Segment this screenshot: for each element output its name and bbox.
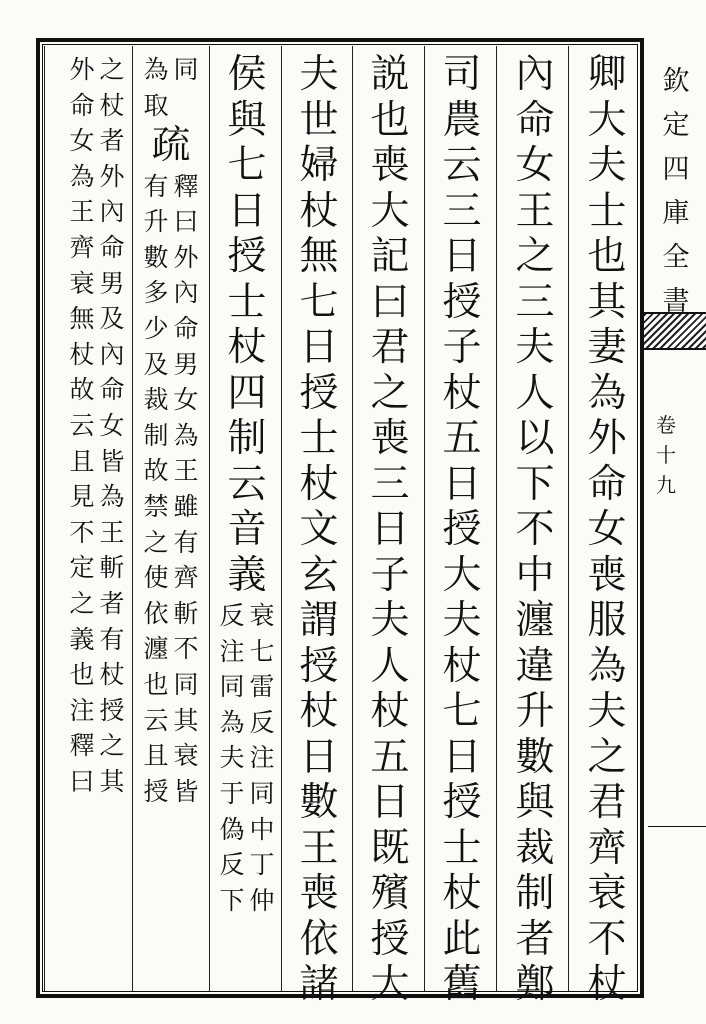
annotation-text: 同 [173, 55, 199, 84]
margin-volume-text: 卷 十 九 [656, 413, 676, 497]
margin-rule [648, 826, 706, 827]
column-rule [44, 46, 45, 991]
annotation-text: 有 升 數 多 少 及 裁 制 故 禁 之 使 依 瀍 也 云 且 授 [143, 171, 169, 806]
column-rule [424, 46, 425, 991]
annotation-pair [217, 598, 277, 918]
column-rule [568, 46, 569, 991]
text-column-5 [287, 52, 351, 1008]
annotation-pair [141, 52, 201, 123]
column-text: 侯 與 七 日 授 士 杖 四 制 云 音 義 [227, 52, 267, 598]
column-text: 司 農 云 三 日 授 子 杖 五 日 授 大 夫 杖 七 日 授 士 杖 此 舊 [442, 52, 482, 1007]
text-column-3 [430, 52, 494, 1008]
column-rule [352, 46, 353, 991]
commentary-marker: 疏 [151, 123, 191, 169]
annotation-text: 衰 七 雷 反 注 同 中 丁 仲 [249, 601, 275, 915]
margin-volume-label [648, 410, 684, 500]
annotation-text: 為 取 [143, 55, 169, 120]
margin-title-text: 欽 定 四 庫 全 書 [662, 66, 690, 317]
column-rule [209, 46, 210, 991]
annotation-text: 反 注 同 為 夫 于 偽 反 下 [219, 601, 245, 915]
annotation-pair [141, 169, 201, 810]
annotation-text: 之 杖 者 外 內 命 男 及 內 命 女 皆 為 王 斬 者 有 杖 授 之 其 [99, 55, 125, 796]
text-column-4 [358, 52, 422, 1008]
column-rule [132, 46, 133, 991]
column-text: 內 命 女 王 之 三 夫 人 以 下 不 中 瀍 違 升 數 與 裁 制 者 鄭 [515, 52, 555, 1007]
annotation-text: 釋 曰 外 內 命 男 女 為 王 雖 有 齊 斬 不 同 其 衰 皆 [173, 171, 199, 806]
text-column-6 [215, 52, 279, 918]
text-column-8 [65, 52, 129, 799]
text-column-1 [575, 52, 639, 1008]
column-text: 夫 世 婦 杖 無 七 日 授 士 杖 文 玄 謂 授 杖 日 數 王 喪 依 諸 [299, 52, 339, 1007]
annotation-pair [67, 52, 127, 799]
column-text: 卿 大 夫 士 也 其 妻 為 外 命 女 喪 服 為 夫 之 君 齊 衰 不 杖 [587, 52, 627, 1007]
text-column-2 [503, 52, 567, 1008]
margin-book-title [658, 60, 694, 324]
annotation-text: 外 命 女 為 王 齊 衰 無 杖 故 云 且 見 不 定 之 義 也 注 釋 曰 [69, 55, 95, 796]
text-column-7 [139, 52, 203, 809]
column-rule [281, 46, 282, 991]
column-text: 説 也 喪 大 記 曰 君 之 喪 三 日 子 夫 人 杖 五 日 既 殯 授 大 [370, 52, 410, 1007]
column-rule [496, 46, 497, 991]
